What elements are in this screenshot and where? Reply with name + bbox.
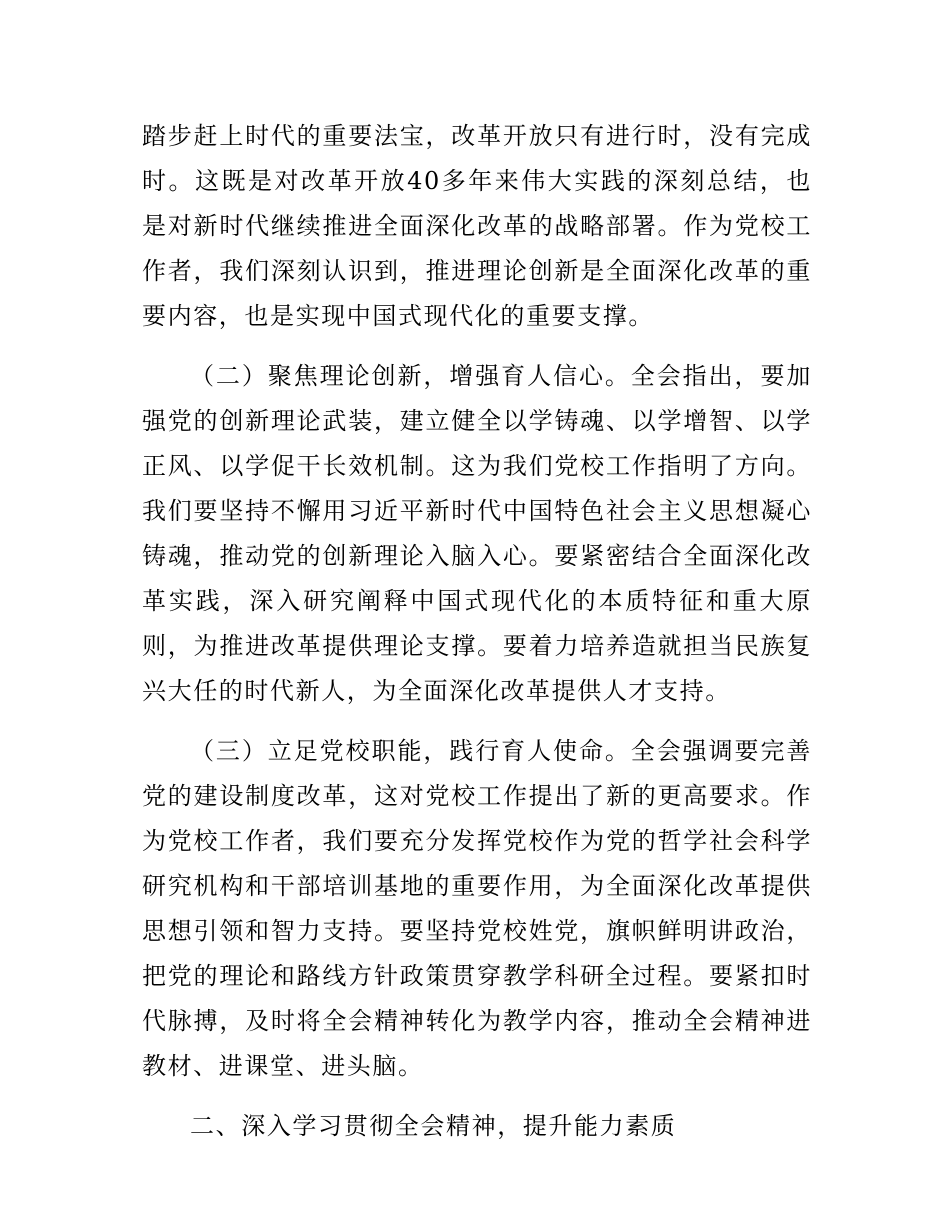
section-heading: 二、深入学习贯彻全会精神，提升能力素质 bbox=[190, 1112, 677, 1140]
paragraph-continuation: 踏步赶上时代的重要法宝，改革开放只有进行时，没有完成时。这既是对改革开放40多年来伟大实践的深刻总结，也是对新时代继续推进全面深化改革的战略部署。作为党校工作者，我们深刻认识到，推进理论创新是全面深化改革的重要内容，也是实现中国式现代化的重要支撑。 bbox=[142, 122, 812, 330]
paragraph-party-school-function: （三）立足党校职能，践行育人使命。全会强调要完善党的建设制度改革，这对党校工作提出了新的更高要求。作为党校工作者，我们要充分发挥党校作为党的哲学社会科学研究机构和干部培训基地的重要作用，为全面深化改革提供思想引领和智力支持。要坚持党校姓党，旗帜鲜明讲政治，把党的理论和路线方针政策贯穿教学科研全过程。要紧扣时代脉搏，及时将全会精神转化为教学内容，推动全会精神进教材、进课堂、进头脑。 bbox=[142, 737, 812, 1080]
paragraph-theory-innovation: （二）聚焦理论创新，增强育人信心。全会指出，要加强党的创新理论武装，建立健全以学铸魂、以学增智、以学正风、以学促干长效机制。这为我们党校工作指明了方向。我们要坚持不懈用习近平新时代中国特色社会主义思想凝心铸魂，推动党的创新理论入脑入心。要紧密结合全面深化改革实践，深入研究阐释中国式现代化的本质特征和重大原则，为推进改革提供理论支撑。要着力培养造就担当民族复兴大任的时代新人，为全面深化改革提供人才支持。 bbox=[142, 362, 812, 705]
document-body bbox=[142, 114, 812, 1149]
